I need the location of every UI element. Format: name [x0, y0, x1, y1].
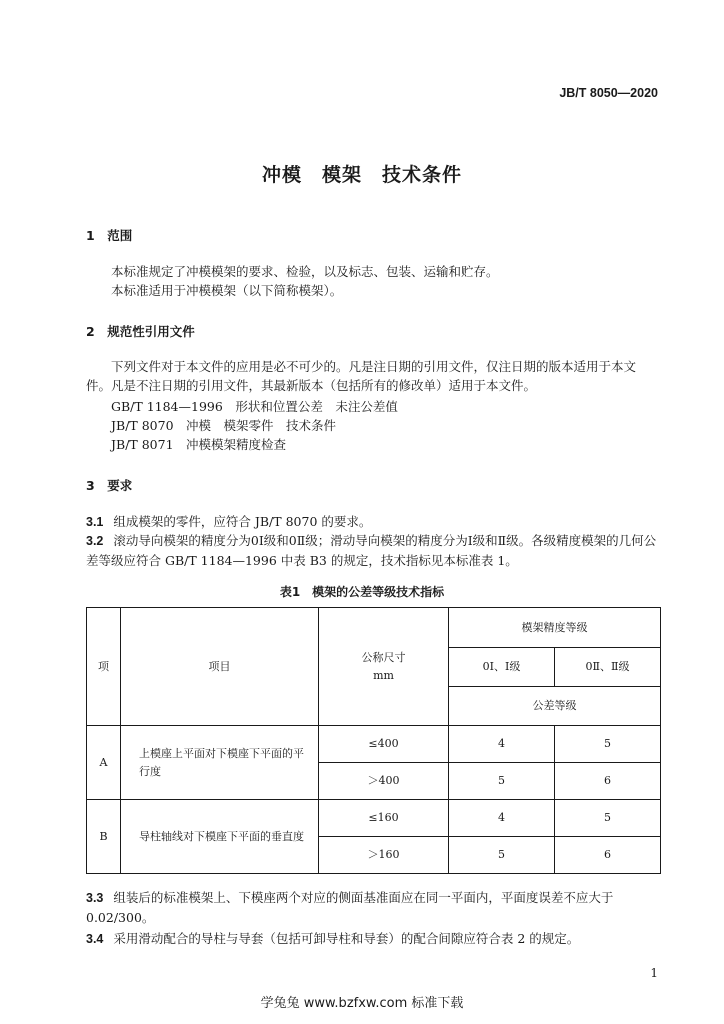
clause-text: 采用滑动配合的导柱与导套（包括可卸导柱和导套）的配合间隙应符合表 2 的规定。 [113, 931, 580, 946]
grade-cell: 6 [555, 763, 661, 800]
clause-text: 组装后的标准模架上、下模座两个对应的侧面基准面应在同一平面内，平面度误差不应大于0.02/300。 [86, 890, 614, 925]
clause-3-2 [86, 531, 660, 570]
row-item: 导柱轴线对下模座下平面的垂直度 [121, 800, 319, 874]
section-2-heading: 2 规范性引用文件 [86, 324, 195, 339]
header-cell-xiang: 项 [87, 608, 121, 726]
size-cell: ＞400 [319, 763, 449, 800]
row-code: B [87, 800, 121, 874]
clause-number: 3.2 [86, 534, 104, 548]
header-cell-precision: 模架精度等级 [449, 608, 661, 648]
header-cell-tolerance: 公差等级 [449, 687, 661, 726]
clause-number: 3.3 [86, 891, 104, 905]
clause-number: 3.1 [86, 515, 104, 529]
size-cell: ≤400 [319, 726, 449, 763]
clause-3-1 [86, 512, 660, 532]
grade-cell: 5 [555, 726, 661, 763]
grade-cell: 4 [449, 726, 555, 763]
table-row [87, 726, 661, 763]
header-cell-nominal-size [319, 608, 449, 726]
grade-cell: 6 [555, 837, 661, 874]
section-3-heading: 3 要求 [86, 478, 133, 493]
tolerance-table [86, 607, 661, 874]
size-cell: ＞160 [319, 837, 449, 874]
table-1-caption: 表1 模架的公差等级技术指标 [279, 585, 445, 599]
reference-item: GB/T 1184—1996 形状和位置公差 未注公差值 [111, 399, 398, 414]
nominal-size-label: 公称尺寸 [361, 650, 406, 664]
section-1-heading: 1 范围 [86, 228, 133, 243]
clause-3-3 [86, 888, 660, 927]
row-code: A [87, 726, 121, 800]
section-1-paragraph-2: 本标准适用于冲模模架（以下简称模架）。 [111, 283, 343, 298]
size-cell: ≤160 [319, 800, 449, 837]
section-1-paragraph-1: 本标准规定了冲模模架的要求、检验，以及标志、包装、运输和贮存。 [111, 264, 499, 279]
header-cell-item: 项目 [121, 608, 319, 726]
clause-text: 组成模架的零件，应符合 JB/T 8070 的要求。 [113, 514, 372, 529]
document-title: 冲模 模架 技术条件 [261, 164, 462, 186]
section-2-paragraph: 下列文件对于本文件的应用是必不可少的。凡是注日期的引用文件，仅注日期的版本适用于本文件。凡是不注日期的引用文件，其最新版本（包括所有的修改单）适用于本文件。 [86, 359, 637, 393]
grade-cell: 4 [449, 800, 555, 837]
clause-number: 3.4 [86, 932, 104, 946]
grade-cell: 5 [449, 837, 555, 874]
grade-cell: 5 [449, 763, 555, 800]
clause-text: 滚动导向模架的精度分为0Ⅰ级和0Ⅱ级；滑动导向模架的精度分为Ⅰ级和Ⅱ级。各级精度模架的几何公差等级应符合 GB/T 1184—1996 中表 B3 的规定，技术指标见本标准表 1。 [86, 533, 657, 568]
page-number: 1 [650, 966, 658, 980]
reference-item: JB/T 8070 冲模 模架零件 技术条件 [111, 418, 337, 433]
row-item: 上模座上平面对下模座下平面的平行度 [121, 726, 319, 800]
table-row [87, 800, 661, 837]
grade-cell: 5 [555, 800, 661, 837]
standard-number: JB/T 8050—2020 [559, 86, 658, 100]
header-cell-grade-1: 0Ⅰ、Ⅰ级 [449, 648, 555, 687]
nominal-size-unit: mm [373, 668, 394, 682]
clause-3-4 [86, 929, 660, 949]
watermark-footer: 学兔兔 www.bzfxw.com 标准下载 [260, 996, 464, 1011]
header-cell-grade-2: 0Ⅱ、Ⅱ级 [555, 648, 661, 687]
reference-item: JB/T 8071 冲模模架精度检查 [111, 437, 287, 452]
